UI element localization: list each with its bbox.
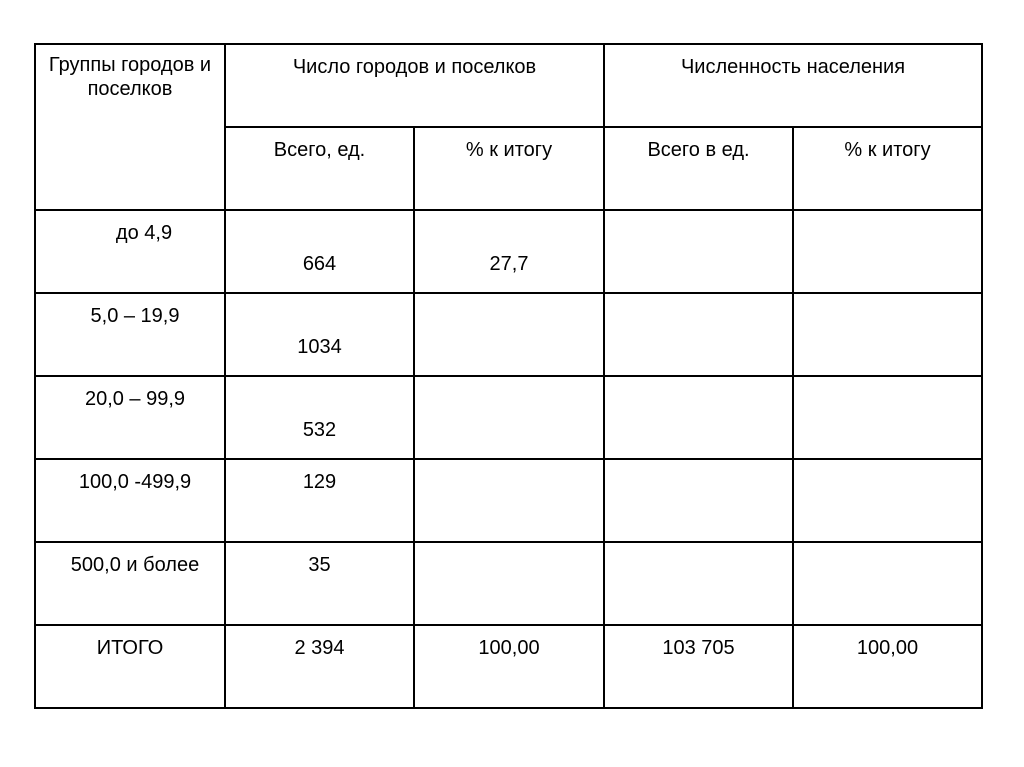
count-cell — [225, 542, 414, 625]
count-percent-value — [415, 294, 603, 335]
total-count-value: 2 394 — [294, 637, 345, 659]
population-value — [605, 377, 792, 418]
total-count-percent-value: 100,00 — [478, 637, 540, 659]
table-row — [35, 542, 982, 625]
count-value: 532 — [302, 419, 337, 441]
total-count-cell — [225, 625, 414, 708]
header-cell-count-total — [225, 127, 414, 210]
count-percent-value: 27,7 — [489, 253, 529, 275]
population-value — [605, 294, 792, 335]
group-label: 500,0 и более — [70, 554, 200, 576]
total-count-percent-cell — [414, 625, 604, 708]
settlements-table — [34, 43, 983, 709]
header-cell-count-group — [225, 44, 604, 127]
count-value: 129 — [302, 471, 337, 493]
header-count-total-label: Всего, ед. — [273, 139, 366, 161]
population-cell — [604, 210, 793, 293]
group-cell — [35, 293, 225, 376]
count-value: 1034 — [297, 336, 342, 358]
population-value — [605, 543, 792, 553]
count-percent-cell — [414, 459, 604, 542]
header-population-percent-label: % к итогу — [844, 139, 931, 161]
group-label: 100,0 -499,9 — [78, 471, 192, 493]
header-cell-count-percent — [414, 127, 604, 210]
total-population-value: 103 705 — [662, 637, 735, 659]
table-row — [35, 293, 982, 376]
total-row — [35, 625, 982, 708]
population-cell — [604, 293, 793, 376]
header-population-group-label: Численность населения — [680, 56, 906, 78]
header-cell-groups — [35, 44, 225, 210]
header-row-top — [35, 44, 982, 127]
count-cell — [225, 459, 414, 542]
population-percent-value — [794, 377, 981, 418]
population-value — [605, 211, 792, 252]
count-percent-cell — [414, 293, 604, 376]
group-cell — [35, 459, 225, 542]
header-cell-population-total — [604, 127, 793, 210]
table-row — [35, 210, 982, 293]
population-percent-value — [794, 460, 981, 470]
table-row — [35, 376, 982, 459]
table-row — [35, 459, 982, 542]
group-label: до 4,9 — [115, 222, 173, 244]
population-value — [605, 460, 792, 470]
header-groups-label: Группы городов и поселков — [48, 54, 212, 100]
count-percent-value — [415, 377, 603, 418]
group-cell — [35, 376, 225, 459]
group-cell — [35, 210, 225, 293]
header-count-percent-label: % к итогу — [465, 139, 553, 161]
population-cell — [604, 542, 793, 625]
population-percent-value — [794, 543, 981, 553]
header-population-total-label: Всего в ед. — [647, 139, 750, 161]
header-cell-population-group — [604, 44, 982, 127]
total-label-cell — [35, 625, 225, 708]
count-cell — [225, 293, 414, 376]
population-percent-cell — [793, 459, 982, 542]
population-percent-value — [794, 294, 981, 335]
count-percent-value — [415, 543, 603, 553]
population-percent-cell — [793, 376, 982, 459]
population-percent-cell — [793, 210, 982, 293]
count-percent-value — [415, 460, 603, 470]
count-percent-cell — [414, 376, 604, 459]
population-cell — [604, 459, 793, 542]
total-population-percent-value: 100,00 — [856, 637, 919, 659]
population-percent-cell — [793, 542, 982, 625]
population-cell — [604, 376, 793, 459]
count-value: 35 — [308, 554, 331, 576]
count-cell — [225, 376, 414, 459]
group-cell — [35, 542, 225, 625]
population-percent-value — [794, 211, 981, 252]
count-percent-cell — [414, 210, 604, 293]
count-cell — [225, 210, 414, 293]
total-population-cell — [604, 625, 793, 708]
header-cell-population-percent — [793, 127, 982, 210]
group-label: 20,0 – 99,9 — [84, 388, 186, 410]
total-label: ИТОГО — [96, 637, 164, 659]
header-count-group-label: Число городов и поселков — [292, 56, 537, 78]
total-population-percent-cell — [793, 625, 982, 708]
count-percent-cell — [414, 542, 604, 625]
count-value: 664 — [302, 253, 337, 275]
group-label: 5,0 – 19,9 — [90, 305, 180, 327]
population-percent-cell — [793, 293, 982, 376]
